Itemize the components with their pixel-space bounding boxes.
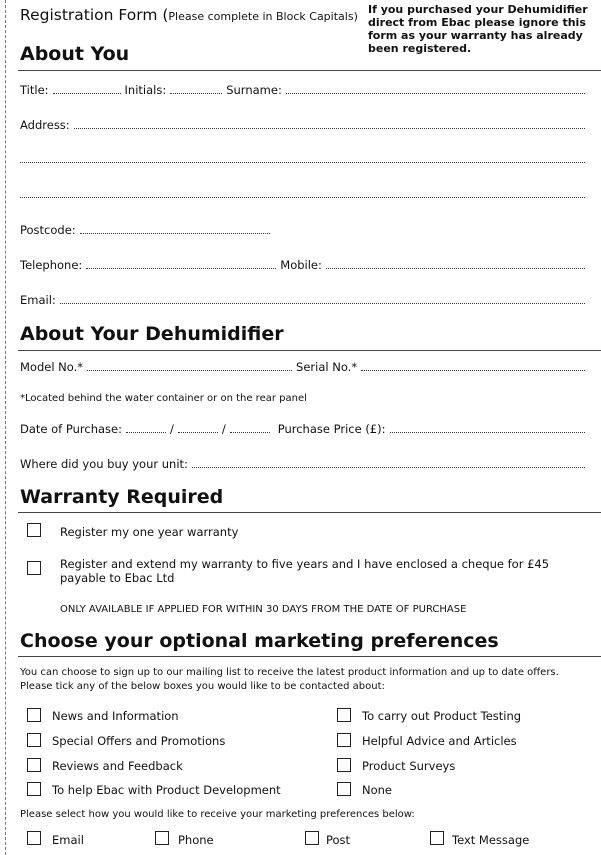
phone-channel-label: Phone [178,833,214,847]
offers-label: Special Offers and Promotions [52,734,226,748]
warranty-deadline-notice: ONLY AVAILABLE IF APPLIED FOR WITHIN 30 DAYS FROM THE DATE OF PURCHASE [60,604,467,615]
postcode-field[interactable] [80,224,270,234]
email-field[interactable] [60,294,585,304]
initials-field[interactable] [170,84,222,94]
none-checkbox[interactable] [337,782,351,796]
channel-prompt: Please select how you would like to receive your marketing preferences below: [20,809,415,820]
section-rule [18,70,601,71]
email-channel-label: Email [52,833,84,847]
section-rule [18,656,601,657]
cut-line [5,0,6,855]
model-field[interactable] [87,361,292,371]
telephone-field[interactable] [86,259,276,269]
offers-checkbox[interactable] [27,733,41,747]
section-rule [18,350,601,351]
reviews-label: Reviews and Feedback [52,759,183,773]
marketing-intro-2: Please tick any of the below boxes you would like to be contacted about: [20,681,385,692]
location-footnote: *Located behind the water container or on the rear panel [20,393,307,404]
about-you-heading: About You [20,43,130,65]
address-row: Address: [20,118,589,132]
where-row: Where did you buy your unit: [20,457,589,471]
product-development-checkbox[interactable] [27,782,41,796]
serial-field[interactable] [361,361,585,371]
address-field-1[interactable] [74,119,585,129]
one-year-warranty-label: Register my one year warranty [60,525,239,539]
section-rule [18,512,601,513]
price-field[interactable] [390,423,586,433]
five-year-warranty-checkbox[interactable] [27,561,41,575]
direct-purchase-notice: If you purchased your Dehumidifier direct from Ebac please ignore this form as your warranty has already been registered. [368,3,588,55]
dehumidifier-heading: About Your Dehumidifier [20,323,284,345]
email-row: Email: [20,293,589,307]
address-row-3 [20,188,589,198]
address-field-3[interactable] [20,188,585,198]
text-message-channel-checkbox[interactable] [430,831,444,845]
phone-channel-checkbox[interactable] [155,831,169,845]
address-field-2[interactable] [20,153,585,163]
mobile-field[interactable] [326,259,585,269]
address-row-2 [20,153,589,163]
news-label: News and Information [52,709,179,723]
purchase-day-field[interactable] [126,423,166,433]
one-year-warranty-checkbox[interactable] [27,523,41,537]
form-title: Registration Form (Please complete in Block Capitals) [20,6,358,24]
phone-row: Telephone: Mobile: [20,258,589,272]
none-label: None [362,783,393,797]
post-channel-label: Post [326,833,351,847]
marketing-intro-1: You can choose to sign up to our mailing list to receive the latest product information and up to date offers. [20,667,559,678]
surveys-label: Product Surveys [362,759,456,773]
news-checkbox[interactable] [27,708,41,722]
reviews-checkbox[interactable] [27,758,41,772]
where-field[interactable] [192,458,585,468]
post-channel-checkbox[interactable] [305,831,319,845]
surname-field[interactable] [286,84,585,94]
name-row: Title: Initials: Surname: [20,83,589,97]
product-development-label: To help Ebac with Product Development [52,783,281,797]
purchase-row: Date of Purchase: / / Purchase Price (£): [20,422,589,436]
product-testing-label: To carry out Product Testing [362,709,522,723]
purchase-year-field[interactable] [230,423,270,433]
surveys-checkbox[interactable] [337,758,351,772]
marketing-heading: Choose your optional marketing preferences [20,630,499,652]
five-year-warranty-label-2: payable to Ebac Ltd [60,571,175,585]
warranty-heading: Warranty Required [20,486,224,508]
model-serial-row: Model No.* Serial No.* [20,360,589,374]
advice-checkbox[interactable] [337,733,351,747]
product-testing-checkbox[interactable] [337,708,351,722]
text-message-channel-label: Text Message [452,833,530,847]
five-year-warranty-label: Register and extend my warranty to five years and I have enclosed a cheque for £45 [60,557,550,571]
email-channel-checkbox[interactable] [27,831,41,845]
advice-label: Helpful Advice and Articles [362,734,517,748]
postcode-row: Postcode: [20,223,589,237]
purchase-month-field[interactable] [178,423,218,433]
title-field[interactable] [53,84,121,94]
